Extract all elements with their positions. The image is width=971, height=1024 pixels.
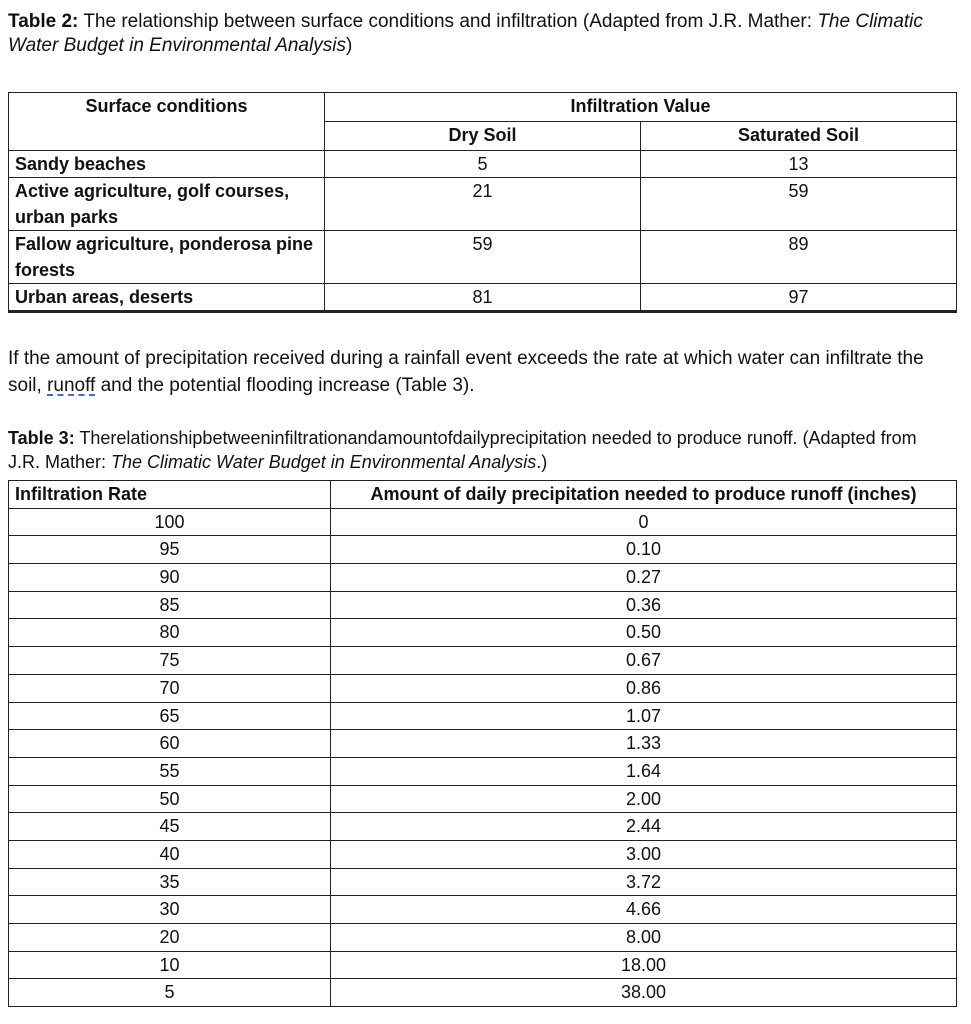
table3-row xyxy=(9,951,957,979)
table2-caption-text: The relationship between surface conditions and infiltration (Adapted from J.R. Mather: xyxy=(78,11,818,32)
table3-row xyxy=(9,619,957,647)
table3-cell-amount: 18.00 xyxy=(331,951,957,979)
table2-caption-end: ) xyxy=(345,35,353,56)
table3-cell-rate: 65 xyxy=(9,702,331,730)
table3-row xyxy=(9,813,957,841)
table3-cell-rate: 10 xyxy=(9,951,331,979)
table3-row xyxy=(9,979,957,1007)
table2-row xyxy=(9,284,957,312)
table3-cell-rate: 70 xyxy=(9,674,331,702)
table3-cell-rate: 30 xyxy=(9,896,331,924)
table2-row xyxy=(9,151,957,178)
table3-cell-rate: 50 xyxy=(9,785,331,813)
table3-row xyxy=(9,702,957,730)
table3-row xyxy=(9,647,957,675)
table3-cell-amount: 0.67 xyxy=(331,647,957,675)
paragraph-before: If the amount of precipitation received during a rainfall event exceeds the rate at which water can infiltrate the soil, xyxy=(8,348,924,396)
table3-cell-amount: 1.64 xyxy=(331,757,957,785)
table3-cell-amount: 3.72 xyxy=(331,868,957,896)
table3-caption-source: The Climatic Water Budget in Environmental Analysis xyxy=(111,452,537,472)
table2-cell-dry: 59 xyxy=(325,231,641,284)
table2-header-conditions: Surface conditions xyxy=(9,93,325,122)
table3-row xyxy=(9,674,957,702)
table3-header-rate: Infiltration Rate xyxy=(9,481,331,509)
table3-caption-end: .) xyxy=(536,452,548,472)
table2-cell-saturated: 97 xyxy=(641,284,957,312)
table3-cell-amount: 0.86 xyxy=(331,674,957,702)
table3-row xyxy=(9,757,957,785)
table2-header-infiltration: Infiltration Value xyxy=(325,93,957,122)
table3-row xyxy=(9,536,957,564)
table3-cell-amount: 3.00 xyxy=(331,840,957,868)
table3-cell-rate: 5 xyxy=(9,979,331,1007)
table3-row xyxy=(9,840,957,868)
table3-header-amount: Amount of daily precipitation needed to produce runoff (inches) xyxy=(331,481,957,509)
table3-row xyxy=(9,924,957,952)
table2-header-row xyxy=(9,93,957,122)
table3-cell-amount: 0.36 xyxy=(331,591,957,619)
table2-subheader-row xyxy=(9,122,957,151)
table2-cell-condition: Sandy beaches xyxy=(9,151,325,178)
table3 xyxy=(8,480,957,1007)
table2-row xyxy=(9,231,957,284)
table2-cell-saturated: 13 xyxy=(641,151,957,178)
table3-caption xyxy=(8,426,948,474)
table3-cell-rate: 35 xyxy=(9,868,331,896)
table3-cell-rate: 20 xyxy=(9,924,331,952)
table3-cell-rate: 60 xyxy=(9,730,331,758)
runoff-link[interactable]: runoff xyxy=(47,375,96,396)
table3-cell-rate: 90 xyxy=(9,564,331,592)
table3-cell-rate: 55 xyxy=(9,757,331,785)
table3-cell-amount: 0.10 xyxy=(331,536,957,564)
table2-header-saturated: Saturated Soil xyxy=(641,122,957,151)
table2-caption-source: The Climatic Water Budget in Environmental Analysis xyxy=(8,11,923,56)
table3-header-row xyxy=(9,481,957,509)
table2-row xyxy=(9,178,957,231)
table2-cell-dry: 5 xyxy=(325,151,641,178)
table3-cell-amount: 2.44 xyxy=(331,813,957,841)
table3-cell-rate: 95 xyxy=(9,536,331,564)
table3-caption-label: Table 3: xyxy=(8,428,75,448)
table3-cell-amount: 1.07 xyxy=(331,702,957,730)
table2-subheader-blank xyxy=(9,122,325,151)
table3-cell-rate: 45 xyxy=(9,813,331,841)
table3-cell-rate: 100 xyxy=(9,508,331,536)
table3-caption-text: Therelationshipbetweeninfiltrationandamountofdailyprecipitation needed to produce runoff. (Adapted from J.R. Mather: xyxy=(8,428,917,472)
table2-caption-label: Table 2: xyxy=(8,11,79,32)
table2-header-dry: Dry Soil xyxy=(325,122,641,151)
table3-cell-amount: 4.66 xyxy=(331,896,957,924)
table3-cell-amount: 1.33 xyxy=(331,730,957,758)
paragraph-after: and the potential flooding increase (Table 3). xyxy=(95,375,475,396)
table2-caption xyxy=(8,10,938,58)
table3-cell-amount: 8.00 xyxy=(331,924,957,952)
table2-cell-dry: 81 xyxy=(325,284,641,312)
table3-cell-amount: 0.27 xyxy=(331,564,957,592)
runoff-paragraph xyxy=(8,345,948,399)
table3-cell-rate: 85 xyxy=(9,591,331,619)
table3-row xyxy=(9,508,957,536)
table2-cell-condition: Active agriculture, golf courses, urban parks xyxy=(9,178,325,231)
table3-row xyxy=(9,591,957,619)
table3-row xyxy=(9,868,957,896)
table2-cell-dry: 21 xyxy=(325,178,641,231)
table3-cell-amount: 0 xyxy=(331,508,957,536)
table3-row xyxy=(9,896,957,924)
table3-row xyxy=(9,785,957,813)
table2-cell-condition: Urban areas, deserts xyxy=(9,284,325,312)
table3-row xyxy=(9,730,957,758)
table3-cell-rate: 40 xyxy=(9,840,331,868)
table2-cell-saturated: 89 xyxy=(641,231,957,284)
table2-cell-saturated: 59 xyxy=(641,178,957,231)
table3-cell-rate: 75 xyxy=(9,647,331,675)
table3-row xyxy=(9,564,957,592)
table3-cell-amount: 2.00 xyxy=(331,785,957,813)
table3-cell-amount: 38.00 xyxy=(331,979,957,1007)
table3-cell-rate: 80 xyxy=(9,619,331,647)
table2-cell-condition: Fallow agriculture, ponderosa pine forests xyxy=(9,231,325,284)
table3-cell-amount: 0.50 xyxy=(331,619,957,647)
table2 xyxy=(8,92,957,313)
